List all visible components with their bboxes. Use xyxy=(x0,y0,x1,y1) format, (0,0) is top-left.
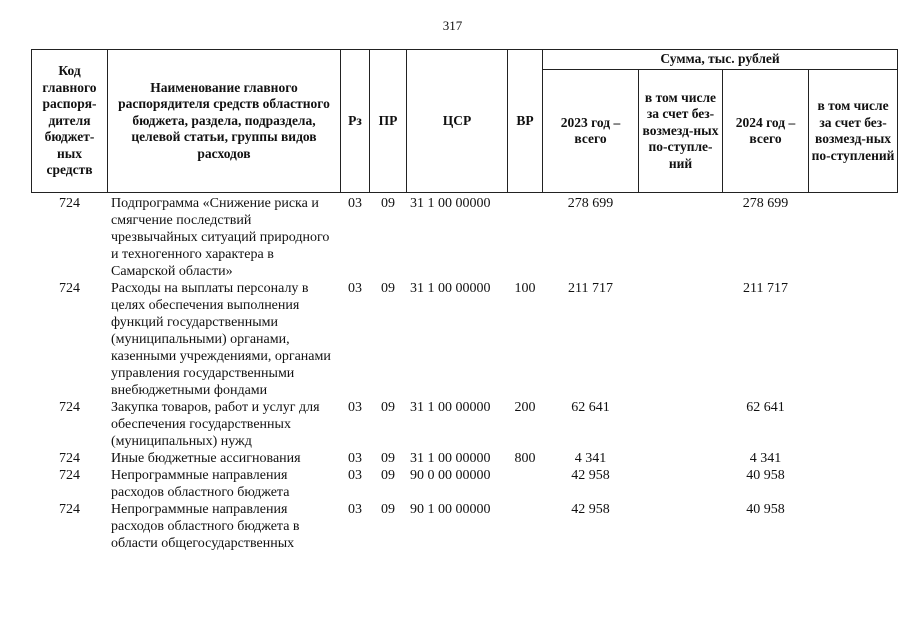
header-pr: ПР xyxy=(370,50,407,193)
row-code: 724 xyxy=(59,281,80,296)
table-row xyxy=(32,467,898,501)
header-sum-2024: 2024 год – всего xyxy=(723,70,809,193)
row-csr: 90 1 00 00000 xyxy=(410,502,491,517)
row-sum-2024-free xyxy=(809,280,898,399)
row-sum-2023-free xyxy=(639,501,723,552)
row-sum-2024: 211 717 xyxy=(743,281,788,296)
table-row xyxy=(32,501,898,552)
row-name: Расходы на выплаты персоналу в целях обеспечения выполнения функций государственными (муниципальными) органами, казенными учреждениями, органами управления государственными внебюджетными фондами xyxy=(111,281,331,398)
row-code: 724 xyxy=(59,196,80,211)
row-vr: 200 xyxy=(514,400,536,415)
row-code: 724 xyxy=(59,451,80,466)
row-csr: 31 1 00 00000 xyxy=(410,400,491,415)
row-sum-2023-free xyxy=(639,467,723,501)
row-code: 724 xyxy=(59,502,80,517)
row-sum-2023: 42 958 xyxy=(571,502,610,517)
row-rz: 03 xyxy=(348,400,362,415)
row-sum-2024: 40 958 xyxy=(746,502,785,517)
row-sum-2024-free xyxy=(809,450,898,467)
table-row xyxy=(32,193,898,281)
row-code: 724 xyxy=(59,400,80,415)
header-sum-2023: 2023 год – всего xyxy=(543,70,639,193)
row-csr: 31 1 00 00000 xyxy=(410,281,491,296)
row-name: Закупка товаров, работ и услуг для обеспечения государственных (муниципальных) нужд xyxy=(111,400,320,449)
row-sum-2024: 62 641 xyxy=(746,400,785,415)
table-row xyxy=(32,399,898,450)
row-sum-2023: 42 958 xyxy=(571,468,610,483)
row-rz: 03 xyxy=(348,196,362,211)
row-sum-2024-free xyxy=(809,399,898,450)
row-rz: 03 xyxy=(348,451,362,466)
row-sum-2023: 211 717 xyxy=(568,281,613,296)
header-csr: ЦСР xyxy=(407,50,508,193)
row-pr: 09 xyxy=(381,451,395,466)
header-sum-group: Сумма, тыс. рублей xyxy=(543,50,898,70)
row-vr xyxy=(508,193,543,281)
row-csr: 31 1 00 00000 xyxy=(410,451,491,466)
row-sum-2023: 278 699 xyxy=(567,196,614,211)
row-sum-2024-free xyxy=(809,467,898,501)
row-sum-2023-free xyxy=(639,280,723,399)
row-sum-2024-free xyxy=(809,193,898,281)
row-vr xyxy=(508,501,543,552)
page-number: 317 xyxy=(442,18,463,33)
row-sum-2023-free xyxy=(639,193,723,281)
row-pr: 09 xyxy=(381,400,395,415)
header-sum-2024-free: в том числе за счет без-возмезд-ных по-ступлений xyxy=(809,70,898,193)
table-row xyxy=(32,280,898,399)
row-name: Непрограммные направления расходов областного бюджета xyxy=(111,468,290,500)
row-vr xyxy=(508,467,543,501)
budget-table xyxy=(31,49,898,552)
row-csr: 90 0 00 00000 xyxy=(410,468,491,483)
row-sum-2023: 4 341 xyxy=(574,451,607,466)
row-pr: 09 xyxy=(381,196,395,211)
row-code: 724 xyxy=(59,468,80,483)
row-sum-2024-free xyxy=(809,501,898,552)
row-pr: 09 xyxy=(381,468,395,483)
row-sum-2023-free xyxy=(639,399,723,450)
header-name: Наименование главного распорядителя средств областного бюджета, раздела, подраздела, целевой статьи, группы видов расходов xyxy=(108,50,341,193)
row-sum-2024: 40 958 xyxy=(746,468,785,483)
header-sum-2023-free: в том числе за счет без-возмезд-ных по-ступле-ний xyxy=(639,70,723,193)
header-rz: Рз xyxy=(341,50,370,193)
row-name: Иные бюджетные ассигнования xyxy=(111,451,301,466)
row-sum-2023: 62 641 xyxy=(571,400,610,415)
row-rz: 03 xyxy=(348,281,362,296)
row-sum-2024: 278 699 xyxy=(742,196,789,211)
row-vr: 100 xyxy=(514,281,536,296)
row-pr: 09 xyxy=(381,502,395,517)
row-pr: 09 xyxy=(381,281,395,296)
row-rz: 03 xyxy=(348,468,362,483)
header-code: Код главного распоря-дителя бюджет-ных средств xyxy=(32,50,108,193)
row-csr: 31 1 00 00000 xyxy=(410,196,491,211)
row-vr: 800 xyxy=(514,451,536,466)
row-name: Непрограммные направления расходов областного бюджета в области общегосударственных xyxy=(111,502,300,551)
row-name: Подпрограмма «Снижение риска и смягчение последствий чрезвычайных ситуаций природного и техногенного характера в Самарской области» xyxy=(111,196,330,279)
row-sum-2023-free xyxy=(639,450,723,467)
row-rz: 03 xyxy=(348,502,362,517)
table-row xyxy=(32,450,898,467)
row-sum-2024: 4 341 xyxy=(749,451,782,466)
header-vr: ВР xyxy=(508,50,543,193)
